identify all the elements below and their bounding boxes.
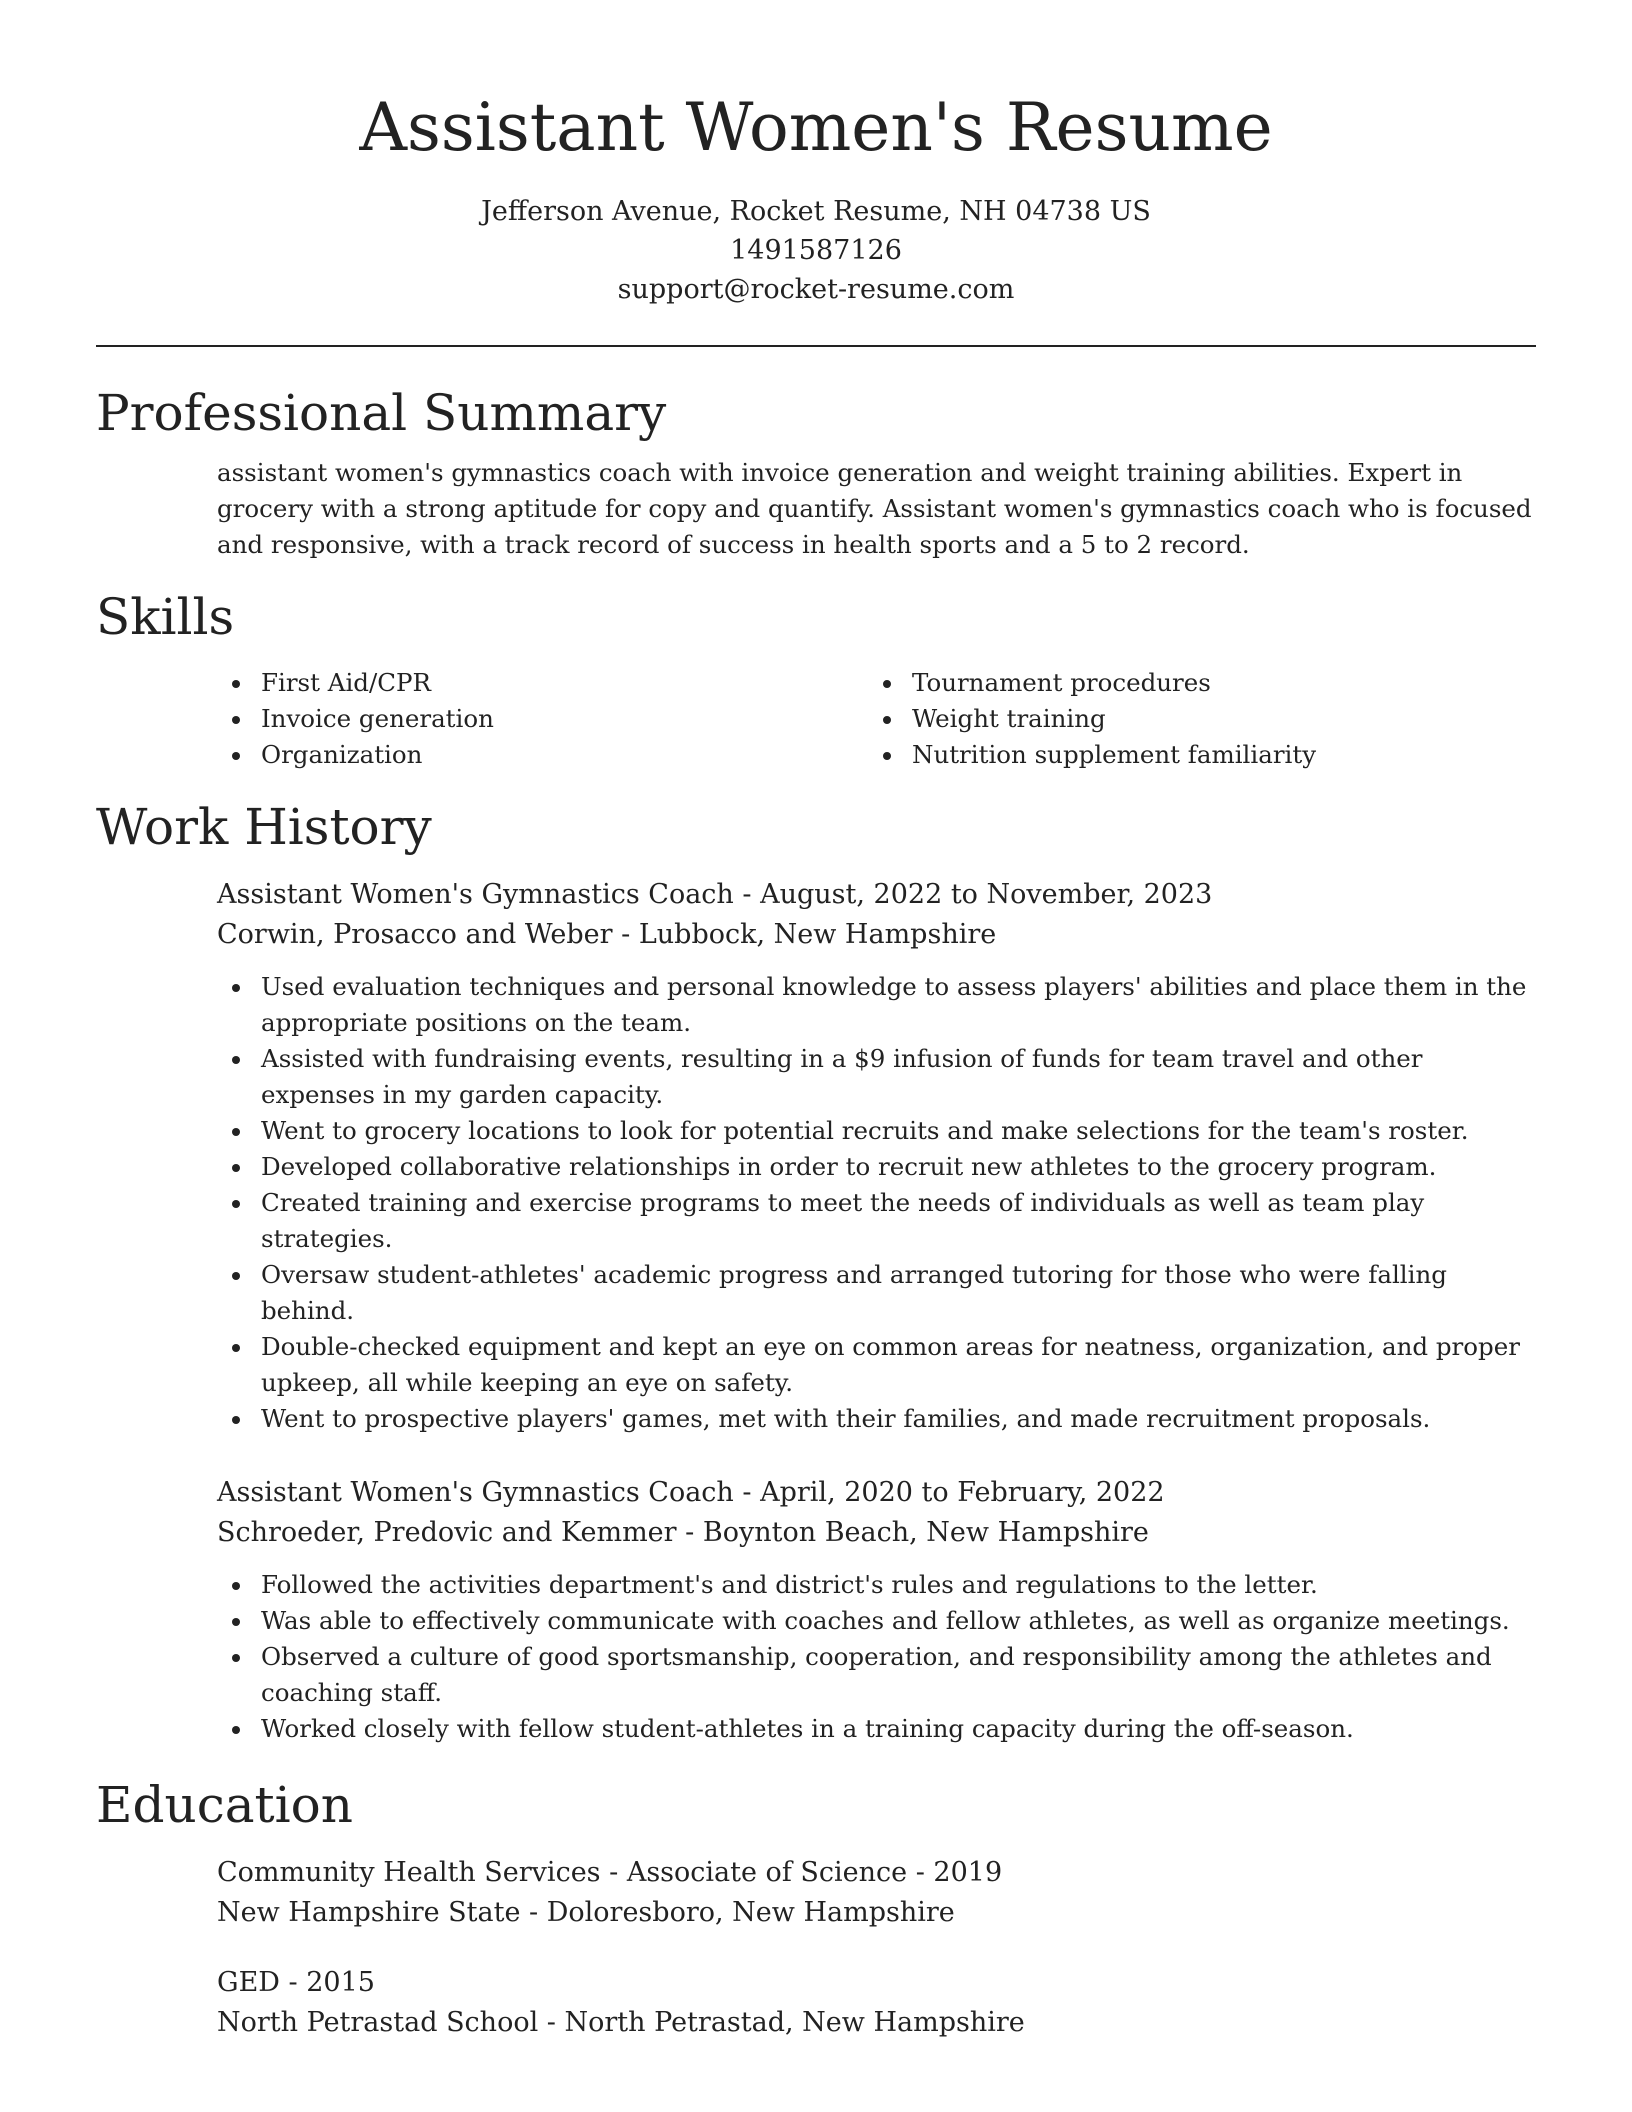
education-entry (217, 1963, 1536, 2043)
job-dates: August, 2022 to November, 2023 (760, 879, 1213, 910)
summary-text: assistant women's gymnastics coach with invoice generation and weight training abilities. Expert in grocery with a strong aptitude for copy and quantify. Assistant women's gymnastics coach who is focused and responsive, with a track record of success in health sports and a 5 to 2 record. (217, 458, 1532, 559)
school-line: New Hampshire State - Doloresboro, New Hampshire (217, 1897, 955, 1928)
skill-item: Nutrition supplement familiarity (868, 737, 1519, 773)
address: Jefferson Avenue, Rocket Resume, NH 04738 US (481, 196, 1151, 227)
job-duty: Followed the activities department's and district's rules and regulations to the letter. (217, 1567, 1536, 1603)
graduation-year: 2015 (306, 1967, 375, 1998)
job-company: Corwin, Prosacco and Weber (217, 919, 613, 950)
job-role: Assistant Women's Gymnastics Coach (217, 879, 734, 910)
degree: Associate of Science (626, 1857, 908, 1888)
work-history-heading: Work History (96, 798, 432, 856)
job-dates: April, 2020 to February, 2022 (760, 1477, 1165, 1508)
field-of-study: Community Health Services (217, 1857, 601, 1888)
resume-title: Assistant Women's Resume (359, 89, 1273, 166)
summary-heading: Professional Summary (96, 384, 667, 442)
education-section (96, 1853, 1536, 2043)
job-entry (217, 1473, 1536, 1747)
education-heading: Education (96, 1776, 353, 1834)
contact-info (96, 192, 1536, 309)
job-title-line: Assistant Women's Gymnastics Coach - April, 2020 to February, 2022 (217, 1477, 1165, 1508)
summary-section (96, 455, 1536, 563)
job-duty: Oversaw student-athletes' academic progress and arranged tutoring for those who were falling behind. (217, 1257, 1536, 1329)
skills-column-left (217, 665, 868, 773)
job-entry (217, 875, 1536, 1437)
skills-column-right (868, 665, 1519, 773)
job-duty: Assisted with fundraising events, resulting in a $9 infusion of funds for team travel and other expenses in my garden capacity. (217, 1041, 1536, 1113)
resume-header (96, 0, 1536, 309)
job-duty: Was able to effectively communicate with coaches and fellow athletes, as well as organize meetings. (217, 1603, 1536, 1639)
degree-line: Community Health Services - Associate of Science - 2019 (217, 1857, 1003, 1888)
job-duty: Observed a culture of good sportsmanship, cooperation, and responsibility among the athletes and coaching staff. (217, 1639, 1536, 1711)
job-duty: Created training and exercise programs to meet the needs of individuals as well as team play strategies. (217, 1185, 1536, 1257)
job-duty: Went to grocery locations to look for potential recruits and make selections for the team's roster. (217, 1113, 1536, 1149)
header-divider (96, 345, 1536, 347)
job-company-line: Schroeder, Predovic and Kemmer - Boynton Beach, New Hampshire (217, 1517, 1149, 1548)
skill-item: Tournament procedures (868, 665, 1519, 701)
skill-item: First Aid/CPR (217, 665, 868, 701)
job-location: Lubbock, New Hampshire (638, 919, 997, 950)
job-duty: Went to prospective players' games, met with their families, and made recruitment proposals. (217, 1401, 1536, 1437)
skill-item: Organization (217, 737, 868, 773)
school-line: North Petrastad School - North Petrastad, New Hampshire (217, 2007, 1025, 2038)
skills-heading: Skills (96, 588, 235, 646)
degree: GED (217, 1967, 280, 1998)
job-company: Schroeder, Predovic and Kemmer (217, 1517, 677, 1548)
email: support@rocket-resume.com (617, 274, 1015, 305)
job-company-line: Corwin, Prosacco and Weber - Lubbock, New Hampshire (217, 919, 997, 950)
phone: 1491587126 (730, 235, 902, 266)
skill-item: Invoice generation (217, 701, 868, 737)
degree-line: GED - 2015 (217, 1967, 375, 1998)
work-history-section (96, 875, 1536, 1747)
job-duty: Developed collaborative relationships in order to recruit new athletes to the grocery program. (217, 1149, 1536, 1185)
school-name: New Hampshire State (217, 1897, 521, 1928)
job-location: Boynton Beach, New Hampshire (702, 1517, 1149, 1548)
school-location: North Petrastad, New Hampshire (564, 2007, 1025, 2038)
job-duty: Worked closely with fellow student-athletes in a training capacity during the off-season. (217, 1711, 1536, 1747)
job-title-line: Assistant Women's Gymnastics Coach - August, 2022 to November, 2023 (217, 879, 1213, 910)
skills-section (96, 665, 1536, 773)
job-role: Assistant Women's Gymnastics Coach (217, 1477, 734, 1508)
job-duty: Double-checked equipment and kept an eye on common areas for neatness, organization, and proper upkeep, all while keeping an eye on safety. (217, 1329, 1536, 1401)
job-duty: Used evaluation techniques and personal knowledge to assess players' abilities and place them in the appropriate positions on the team. (217, 969, 1536, 1041)
job-duties (217, 1567, 1536, 1747)
job-duties (217, 969, 1536, 1437)
school-name: North Petrastad School (217, 2007, 539, 2038)
skill-item: Weight training (868, 701, 1519, 737)
education-entry (217, 1853, 1536, 1933)
school-location: Doloresboro, New Hampshire (546, 1897, 955, 1928)
graduation-year: 2019 (933, 1857, 1003, 1888)
